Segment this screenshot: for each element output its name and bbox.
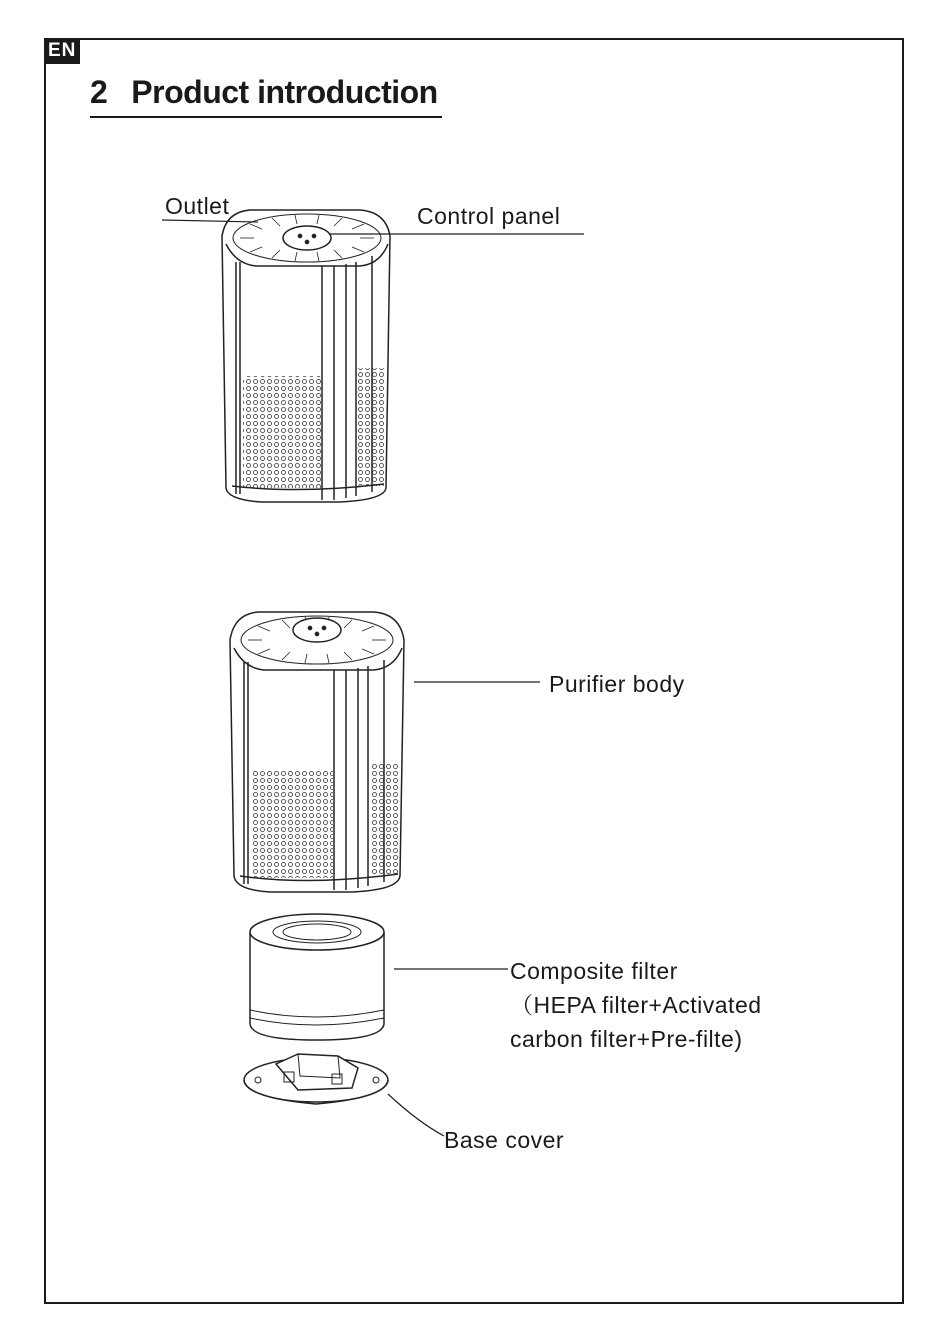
section-title-text: Product introduction bbox=[131, 74, 438, 110]
label-control-panel: Control panel bbox=[417, 203, 561, 229]
label-purifier-body: Purifier body bbox=[549, 671, 685, 697]
language-tag: EN bbox=[44, 38, 80, 64]
composite-filter-line3: carbon filter+Pre-filte) bbox=[510, 1026, 743, 1052]
leader-line-base bbox=[388, 1094, 444, 1136]
composite-filter-line2: （HEPA filter+Activated bbox=[510, 992, 762, 1018]
assembled-purifier-drawing bbox=[222, 210, 390, 502]
purifier-body-drawing bbox=[230, 612, 404, 892]
label-composite-filter bbox=[510, 954, 762, 1056]
label-outlet: Outlet bbox=[165, 193, 230, 219]
composite-filter-drawing bbox=[250, 914, 384, 1040]
composite-filter-line1: Composite filter bbox=[510, 958, 678, 984]
section-number: 2 bbox=[90, 74, 108, 110]
base-cover-drawing bbox=[244, 1054, 388, 1104]
label-base-cover: Base cover bbox=[444, 1127, 565, 1153]
control-panel-disc bbox=[283, 226, 331, 250]
